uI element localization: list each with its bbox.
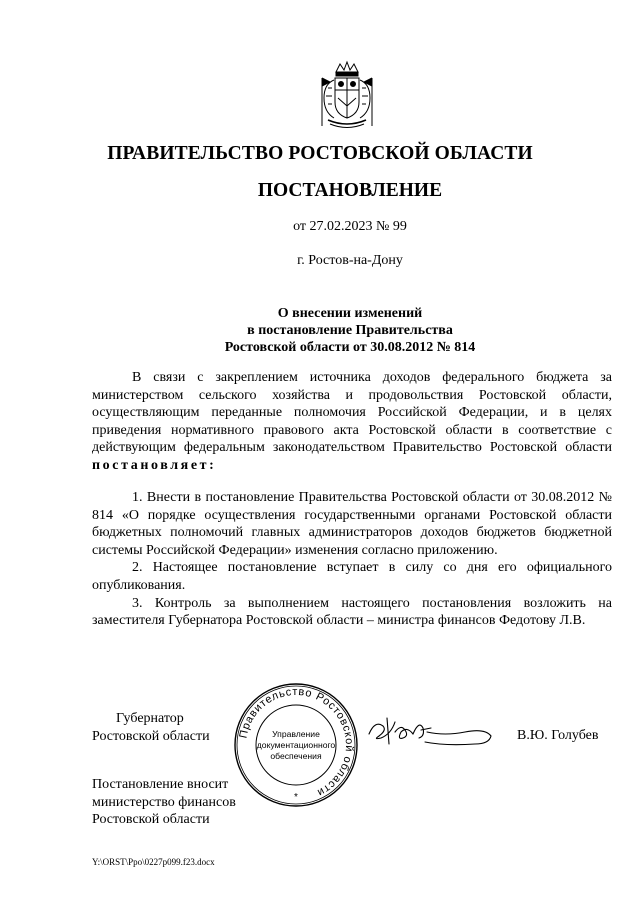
decree-item: 3. Контроль за выполнением настоящего постановления возложить на заместителя Губернатора Ростовской области – министра финансов Федотову Л.В. [92, 595, 612, 629]
signatory-name: В.Ю. Голубев [517, 728, 599, 743]
svg-text:*: * [294, 792, 298, 803]
subject-line: в постановление Правительства [247, 323, 453, 338]
note-line: министерство финансов [92, 794, 236, 810]
decree-items [92, 489, 612, 630]
document-subject [0, 305, 640, 356]
stamp-ring-text: Правительство Ростовской области [237, 685, 356, 799]
position-line: Губернатор [116, 711, 184, 726]
subject-line: Ростовской области от 30.08.2012 № 814 [224, 340, 476, 355]
file-path: Y:\ORST\Ppo\0227p099.f23.docx [92, 857, 215, 867]
stamp-center-line: Управление [272, 729, 320, 739]
organization-title: ПРАВИТЕЛЬСТВО РОСТОВСКОЙ ОБЛАСТИ [107, 143, 533, 164]
preamble-paragraph [92, 369, 612, 475]
decree-item: 2. Настоящее постановление вступает в силу со дня его официального опубликования. [92, 560, 612, 593]
stamp-center-line: обеспечения [270, 751, 322, 761]
subject-line: О внесении изменений [277, 306, 423, 321]
preamble-text: В связи с закреплением источника доходов федерального бюджета за министерством сельского хозяйства и продовольствия Ростовской области, осуществляющим переданные полномочия Российской Федерации, и в целях приведения нормативного правового акта Ростовской области в соответствие с действующим федеральным законодательством Правительство Ростовской области [92, 370, 612, 456]
decree-word: постановляет: [92, 457, 217, 473]
position-line: Ростовской области [92, 728, 210, 744]
coat-of-arms-icon [316, 58, 378, 130]
seal-stamp [233, 682, 359, 808]
stamp-center-line: документационного [256, 740, 336, 750]
decree-item: 1. Внести в постановление Правительства Ростовской области от 30.08.2012 № 814 «О порядке осуществления государственными органами Ростовской области бюджетных полномочий главных администраторов доходов бюджетов бюджетной системы Российской Федерации» изменения согласно приложению. [92, 490, 612, 558]
note-line: Ростовской области [92, 812, 210, 828]
signatory-position [92, 710, 210, 745]
document-type: ПОСТАНОВЛЕНИЕ [257, 180, 443, 201]
document-city: г. Ростов-на-Дону [297, 253, 403, 268]
submitted-by-note [92, 776, 236, 829]
handwritten-signature [365, 714, 495, 748]
document-date-number: от 27.02.2023 № 99 [293, 219, 407, 234]
note-line: Постановление вносит [92, 777, 229, 792]
